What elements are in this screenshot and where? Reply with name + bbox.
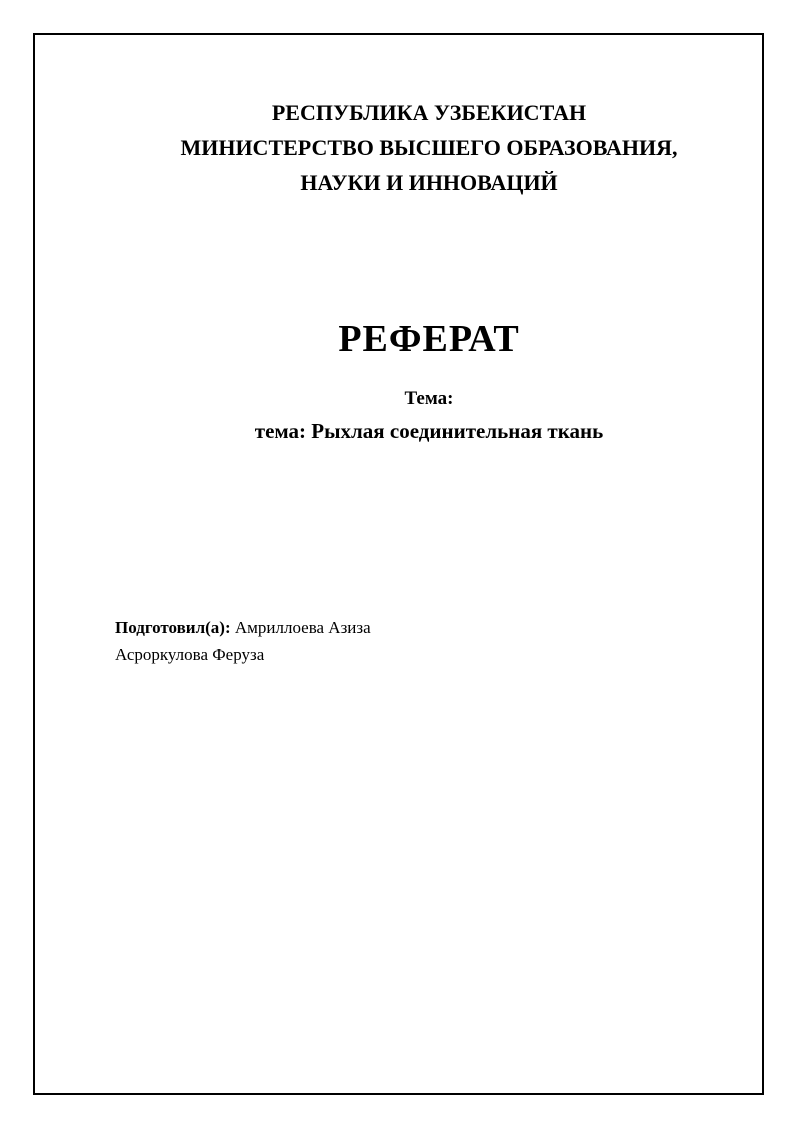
authors-block bbox=[115, 614, 371, 668]
prepared-by-label: Подготовил(а): bbox=[115, 618, 231, 637]
institution-header bbox=[0, 95, 800, 200]
topic-title: тема: Рыхлая соединительная ткань bbox=[254, 419, 604, 443]
topic-label: Тема: bbox=[404, 388, 454, 409]
header-ministry: МИНИСТЕРСТВО ВЫСШЕГО ОБРАЗОВАНИЯ, bbox=[180, 135, 678, 160]
author-line-1 bbox=[115, 614, 371, 641]
header-ministry-cont: НАУКИ И ИННОВАЦИЙ bbox=[300, 170, 558, 195]
author-name-2: Асроркулова Феруза bbox=[115, 645, 265, 664]
header-country: РЕСПУБЛИКА УЗБЕКИСТАН bbox=[271, 100, 587, 125]
document-type-title: РЕФЕРАТ bbox=[338, 318, 520, 360]
author-name-1: Амриллоева Азиза bbox=[234, 618, 371, 637]
